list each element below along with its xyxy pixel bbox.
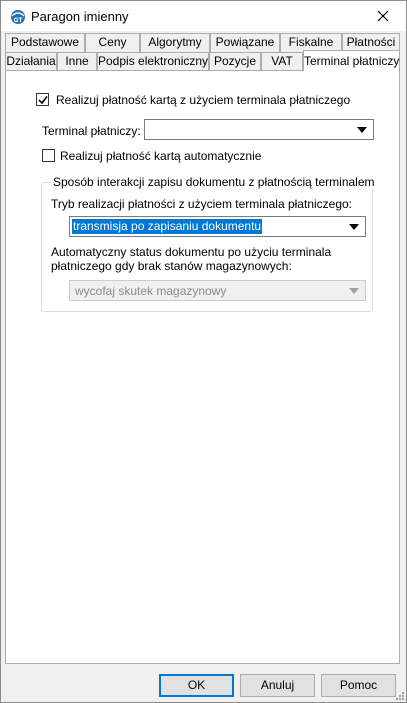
- tab-podpis-elektroniczny[interactable]: Podpis elektroniczny: [97, 52, 209, 71]
- mode-select[interactable]: [69, 216, 366, 237]
- resize-grip-icon[interactable]: [394, 690, 404, 700]
- tab-pozycje[interactable]: Pozycje: [209, 52, 261, 71]
- svg-text:GT: GT: [13, 17, 23, 24]
- app-logo-icon: [10, 9, 26, 25]
- tab-algorytmy[interactable]: Algorytmy: [140, 33, 210, 52]
- help-button[interactable]: Pomoc: [321, 674, 396, 697]
- tab-dzialania[interactable]: Działania: [5, 52, 57, 71]
- mode-label: Tryb realizacji płatności z użyciem terminala płatniczego:: [51, 197, 353, 211]
- tab-ceny[interactable]: Ceny: [85, 33, 140, 52]
- chevron-down-icon: [357, 127, 367, 133]
- terminal-select[interactable]: [144, 119, 374, 140]
- chevron-down-icon: [349, 224, 359, 230]
- use-card-terminal-checkbox[interactable]: [36, 93, 49, 106]
- ok-button[interactable]: OK: [159, 674, 234, 697]
- interaction-groupbox: [41, 175, 375, 312]
- tab-podstawowe[interactable]: Podstawowe: [5, 33, 85, 52]
- tab-terminal-platniczy[interactable]: Terminal płatniczy: [303, 50, 400, 71]
- status-label-line1: Automatyczny status dokumentu po użyciu terminala: [51, 245, 332, 259]
- window-title: Paragon imienny: [31, 9, 129, 24]
- auto-card-payment-checkbox[interactable]: [42, 149, 55, 162]
- auto-card-payment-label: Realizuj płatność kartą automatycznie: [60, 149, 262, 163]
- status-label-line2: płatniczego gdy brak stanów magazynowych:: [51, 259, 292, 273]
- cancel-button[interactable]: Anuluj: [240, 674, 315, 697]
- close-icon: [377, 10, 389, 22]
- tab-powiazane[interactable]: Powiązane: [210, 33, 280, 52]
- status-select-value: wycofaj skutek magazynowy: [75, 284, 227, 298]
- close-button[interactable]: [360, 1, 406, 31]
- button-bar: [1, 668, 406, 702]
- tab-inne[interactable]: Inne: [57, 52, 97, 71]
- groupbox-legend: Sposób interakcji zapisu dokumentu z płatnością terminalem: [53, 175, 375, 189]
- chevron-down-icon: [349, 288, 359, 294]
- status-select[interactable]: [69, 280, 366, 301]
- checkmark-icon: [38, 95, 48, 105]
- tab-panel-terminal: [5, 70, 400, 664]
- terminal-field-label: Terminal płatniczy:: [42, 124, 141, 138]
- tab-fiskalne[interactable]: Fiskalne: [280, 33, 342, 52]
- tab-vat[interactable]: VAT: [261, 52, 303, 71]
- tab-platnosci[interactable]: Płatności: [342, 33, 400, 52]
- title-bar: [1, 1, 406, 31]
- mode-select-value: transmisja po zapisaniu dokumentu: [73, 219, 262, 233]
- use-card-terminal-label: Realizuj płatność kartą z użyciem terminala płatniczego: [56, 93, 351, 107]
